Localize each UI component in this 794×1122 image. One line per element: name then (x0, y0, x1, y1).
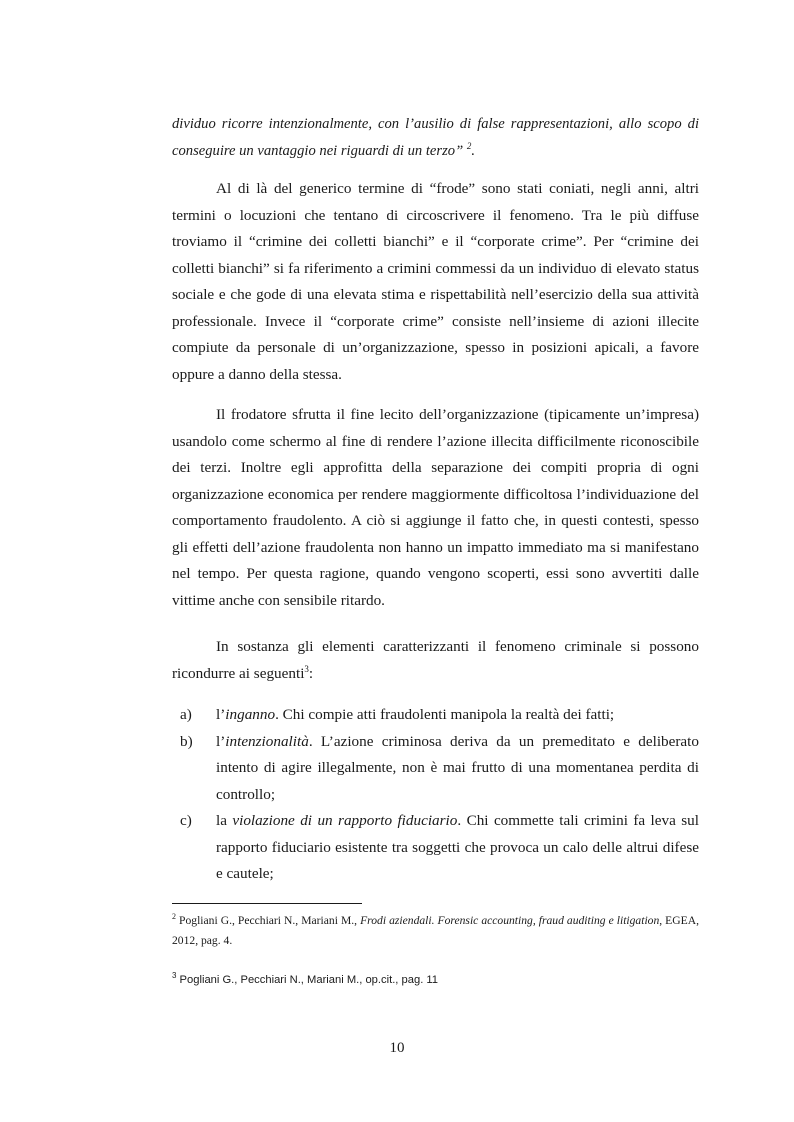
quote-text: dividuo ricorre intenzionalmente, con l’ausilio di false rappresentazioni, allo scopo di conseguire un vantaggio nei riguardi di un terzo” (172, 116, 699, 159)
list-marker: c) (180, 812, 192, 829)
list-item (172, 702, 699, 729)
list-item-lead: l’ (216, 732, 226, 750)
list-item-text: . L’azione criminosa deriva da un premeditato e deliberato intento di agire illegalmente, non è mai frutto di una momentanea perdita di controllo; (216, 732, 699, 803)
page-number: 10 (389, 1040, 405, 1056)
list-item-lead: l’ (216, 706, 226, 723)
list-item-term: violazione di un rapporto fiduciario (232, 812, 458, 829)
list-item-lead: la (216, 812, 233, 829)
quote-continuation (172, 111, 699, 164)
footnote-text: Pogliani G., Pecchiari N., Mariani M., op.cit., pag. 11 (176, 974, 439, 986)
footnote-3 (172, 970, 699, 990)
footnote-2 (172, 911, 699, 951)
footnote-ref-3[interactable]: 3 (304, 663, 309, 674)
footnote-authors: Pogliani G., Pecchiari N., Mariani M., (176, 914, 361, 927)
footnote-publisher: , EGEA, 2012, pag. 4. (172, 914, 699, 947)
quote-end: . (471, 142, 475, 159)
list-item (172, 808, 699, 888)
list-marker: b) (180, 732, 193, 750)
paragraph-fraudster: Il frodatore sfrutta il fine lecito dell’organizzazione (tipicamente un’impresa) usandolo come schermo al fine di rendere l’azione illecita difficilmente riconoscibile dei terzi. Inoltre egli approfitta della separazione dei compiti propria di ogni organizzazione economica per rendere maggiormente difficoltosa l’individuazione del comportamento fraudolento. A ciò si aggiunge il fatto che, in questi contesti, spesso gli effetti dell’azione fraudolenta non hanno un impatto immediato ma si manifestano nel tempo. Per questa ragione, quando vengono scoperti, essi sono avvertiti dalle vittime anche con sensibile ritardo. (172, 406, 699, 609)
footnote-number: 3 (172, 971, 177, 980)
paragraph-elements-text: In sostanza gli elementi caratterizzanti il fenomeno criminale si possono ricondurre ai seguenti (172, 638, 699, 682)
footnote-ref-2[interactable]: 2 (466, 140, 472, 151)
footnote-number: 2 (172, 912, 176, 921)
footnote-separator (172, 903, 362, 904)
list-item-term: inganno (225, 706, 276, 723)
list-item-text: . Chi commette tali crimini fa leva sul rapporto fiduciario esistente tra soggetti che provoca un calo delle altrui difese e cautele; (216, 812, 699, 882)
paragraph-terminology: Al di là del generico termine di “frode” sono stati coniati, negli anni, altri termini o locuzioni che tentano di circoscrivere il fenomeno. Tra le più diffuse troviamo il “crimine dei colletti bianchi” e il “corporate crime”. Per “crimine dei colletti bianchi” si fa riferimento a crimini commessi da un individuo di elevato status sociale e che gode di una elevata stima e rispettabilità nell’esercizio della sua attività professionale. Invece il “corporate crime” consiste nell’insieme di azioni illecite compiute da personale di un’organizzazione, spesso in posizioni apicali, a favore oppure a danno della stessa. (172, 180, 699, 383)
list-marker: a) (180, 706, 192, 723)
paragraph-elements-end: : (308, 664, 314, 682)
list-item-term: intenzionalità (225, 732, 309, 750)
list-item-text: . Chi compie atti fraudolenti manipola la realtà dei fatti; (275, 706, 615, 723)
elements-list (172, 702, 699, 888)
list-item (172, 729, 699, 809)
paragraph-elements (172, 634, 699, 687)
footnote-title: Frodi aziendali. Forensic accounting, fraud auditing e litigation (360, 914, 660, 927)
